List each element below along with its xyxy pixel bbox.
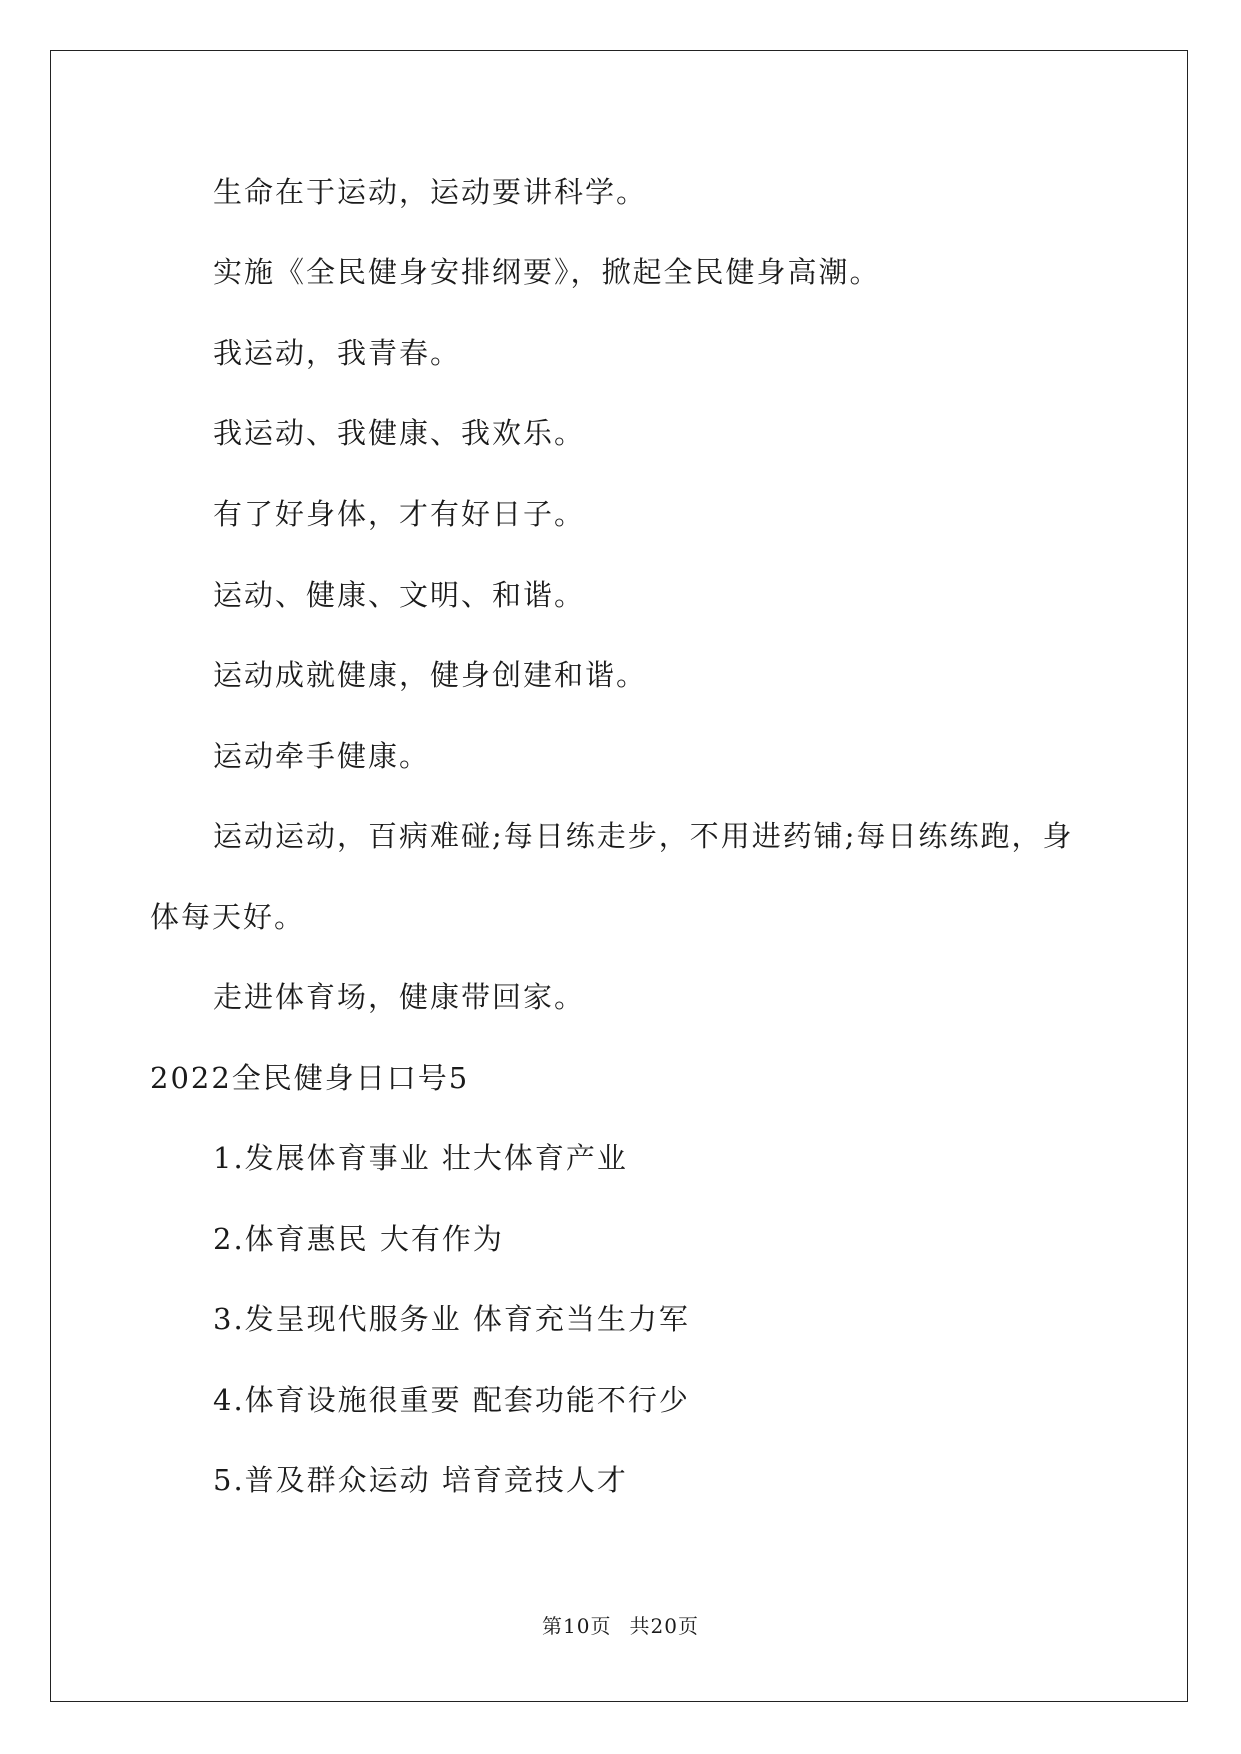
paragraph: 走进体育场，健康带回家。 (213, 980, 586, 1014)
list-item: 1.发展体育事业 壮大体育产业 (213, 1141, 628, 1175)
paragraph: 我运动、我健康、我欢乐。 (213, 416, 586, 450)
paragraph: 运动运动，百病难碰;每日练走步，不用进药铺;每日练练跑，身 (213, 819, 1074, 853)
paragraph: 我运动，我青春。 (213, 336, 462, 370)
paragraph: 运动成就健康，健身创建和谐。 (213, 658, 648, 692)
paragraph-continuation: 体每天好。 (150, 900, 306, 934)
paragraph: 生命在于运动，运动要讲科学。 (213, 175, 648, 209)
paragraph: 运动牵手健康。 (213, 739, 431, 773)
list-item: 4.体育设施很重要 配套功能不行少 (213, 1383, 690, 1417)
paragraph: 有了好身体，才有好日子。 (213, 497, 586, 531)
list-item: 2.体育惠民 大有作为 (213, 1222, 504, 1256)
list-item: 5.普及群众运动 培育竞技人才 (213, 1463, 628, 1497)
paragraph: 运动、健康、文明、和谐。 (213, 578, 586, 612)
page-number: 第10页 (542, 1614, 612, 1638)
paragraph: 实施《全民健身安排纲要》，掀起全民健身高潮。 (213, 255, 881, 289)
page-border (50, 50, 1188, 1702)
page-total: 共20页 (629, 1614, 699, 1638)
list-item: 3.发呈现代服务业 体育充当生力军 (213, 1302, 690, 1336)
page-footer (0, 1612, 1241, 1640)
section-heading: 2022全民健身日口号5 (150, 1061, 470, 1095)
